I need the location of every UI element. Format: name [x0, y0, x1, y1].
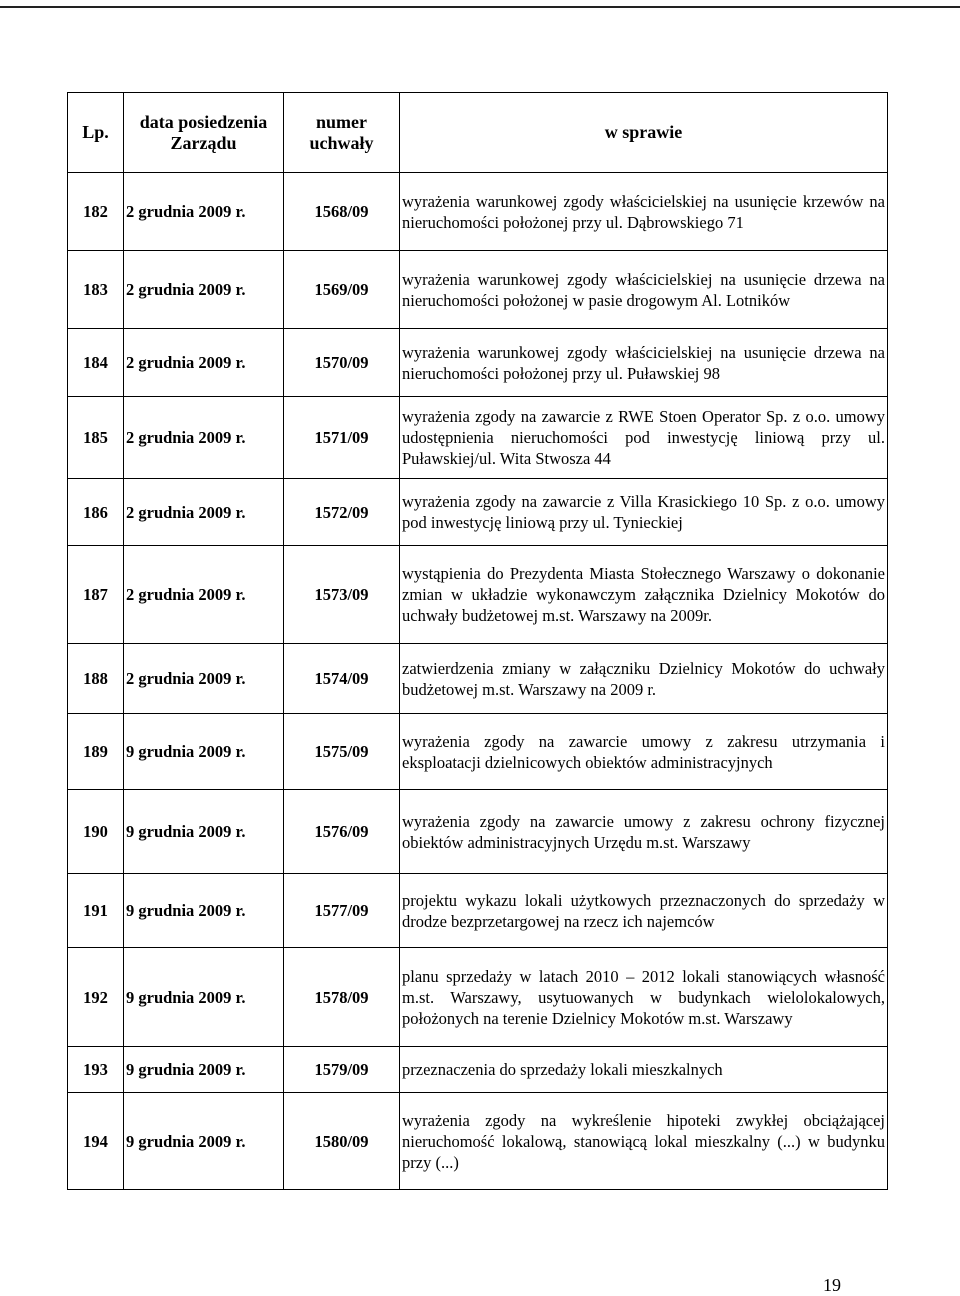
table-row [68, 251, 888, 329]
row-lp: 186 [68, 479, 124, 546]
table-row [68, 714, 888, 790]
table-row [68, 644, 888, 714]
resolutions-table [67, 92, 888, 1190]
header-subject: w sprawie [400, 93, 888, 173]
header-number: numer uchwały [284, 93, 400, 173]
row-date: 2 grudnia 2009 r. [124, 397, 284, 479]
row-subject: wyrażenia zgody na wykreślenie hipoteki zwykłej obciążającej nieruchomość lokalową, stanowiącą lokal mieszkalny (...) w budynku przy (...) [400, 1093, 888, 1190]
row-number: 1569/09 [284, 251, 400, 329]
row-date: 2 grudnia 2009 r. [124, 644, 284, 714]
row-lp: 187 [68, 546, 124, 644]
table-row [68, 329, 888, 397]
table-row [68, 1093, 888, 1190]
row-number: 1571/09 [284, 397, 400, 479]
row-date: 2 grudnia 2009 r. [124, 329, 284, 397]
header-date: data posiedzenia Zarządu [124, 93, 284, 173]
row-subject: wyrażenia zgody na zawarcie umowy z zakresu utrzymania i eksploatacji dzielnicowych obiektów administracyjnych [400, 714, 888, 790]
row-lp: 191 [68, 874, 124, 948]
row-date: 9 grudnia 2009 r. [124, 714, 284, 790]
row-date: 9 grudnia 2009 r. [124, 874, 284, 948]
row-date: 2 grudnia 2009 r. [124, 479, 284, 546]
row-subject: wyrażenia zgody na zawarcie umowy z zakresu ochrony fizycznej obiektów administracyjnych Urzędu m.st. Warszawy [400, 790, 888, 874]
top-rule [0, 6, 960, 8]
row-lp: 183 [68, 251, 124, 329]
row-number: 1570/09 [284, 329, 400, 397]
table-row [68, 397, 888, 479]
row-subject: zatwierdzenia zmiany w załączniku Dzielnicy Mokotów do uchwały budżetowej m.st. Warszawy na 2009 r. [400, 644, 888, 714]
row-lp: 190 [68, 790, 124, 874]
table-row [68, 1047, 888, 1093]
row-date: 2 grudnia 2009 r. [124, 173, 284, 251]
row-subject: wyrażenia warunkowej zgody właścicielskiej na usunięcie drzewa na nieruchomości położonej w pasie drogowym Al. Lotników [400, 251, 888, 329]
row-lp: 193 [68, 1047, 124, 1093]
table-row [68, 546, 888, 644]
row-subject: wyrażenia zgody na zawarcie z RWE Stoen Operator Sp. z o.o. umowy udostępnienia nieruchomości pod inwestycję liniową przy ul. Puławskiej/ul. Wita Stwosza 44 [400, 397, 888, 479]
row-lp: 185 [68, 397, 124, 479]
row-date: 9 grudnia 2009 r. [124, 1093, 284, 1190]
table-row [68, 948, 888, 1047]
row-number: 1579/09 [284, 1047, 400, 1093]
row-number: 1580/09 [284, 1093, 400, 1190]
row-lp: 194 [68, 1093, 124, 1190]
header-lp: Lp. [68, 93, 124, 173]
row-lp: 184 [68, 329, 124, 397]
row-number: 1574/09 [284, 644, 400, 714]
table-row [68, 790, 888, 874]
page-number: 19 [823, 1275, 841, 1295]
row-subject: wystąpienia do Prezydenta Miasta Stołecznego Warszawy o dokonanie zmian w układzie wykonawczym załącznika Dzielnicy Mokotów do uchwały budżetowej m.st. Warszawy na 2009r. [400, 546, 888, 644]
row-date: 9 grudnia 2009 r. [124, 790, 284, 874]
row-lp: 182 [68, 173, 124, 251]
table-row [68, 479, 888, 546]
row-subject: planu sprzedaży w latach 2010 – 2012 lokali stanowiących własność m.st. Warszawy, usytuowanych w budynkach wielolokalowych, położonych na terenie Dzielnicy Mokotów m.st. Warszawy [400, 948, 888, 1047]
row-lp: 192 [68, 948, 124, 1047]
table-header-row [68, 93, 888, 173]
row-subject: przeznaczenia do sprzedaży lokali mieszkalnych [400, 1047, 888, 1093]
row-date: 9 grudnia 2009 r. [124, 1047, 284, 1093]
row-number: 1577/09 [284, 874, 400, 948]
row-date: 9 grudnia 2009 r. [124, 948, 284, 1047]
row-subject: projektu wykazu lokali użytkowych przeznaczonych do sprzedaży w drodze bezprzetargowej na rzecz ich najemców [400, 874, 888, 948]
row-number: 1575/09 [284, 714, 400, 790]
row-date: 2 grudnia 2009 r. [124, 251, 284, 329]
row-subject: wyrażenia warunkowej zgody właścicielskiej na usunięcie krzewów na nieruchomości położonej przy ul. Dąbrowskiego 71 [400, 173, 888, 251]
row-number: 1573/09 [284, 546, 400, 644]
row-lp: 189 [68, 714, 124, 790]
row-subject: wyrażenia warunkowej zgody właścicielskiej na usunięcie drzewa na nieruchomości położonej przy ul. Puławskiej 98 [400, 329, 888, 397]
table-row [68, 173, 888, 251]
row-number: 1568/09 [284, 173, 400, 251]
table-row [68, 874, 888, 948]
row-subject: wyrażenia zgody na zawarcie z Villa Krasickiego 10 Sp. z o.o. umowy pod inwestycję liniową przy ul. Tynieckiej [400, 479, 888, 546]
row-lp: 188 [68, 644, 124, 714]
row-date: 2 grudnia 2009 r. [124, 546, 284, 644]
row-number: 1578/09 [284, 948, 400, 1047]
row-number: 1576/09 [284, 790, 400, 874]
row-number: 1572/09 [284, 479, 400, 546]
